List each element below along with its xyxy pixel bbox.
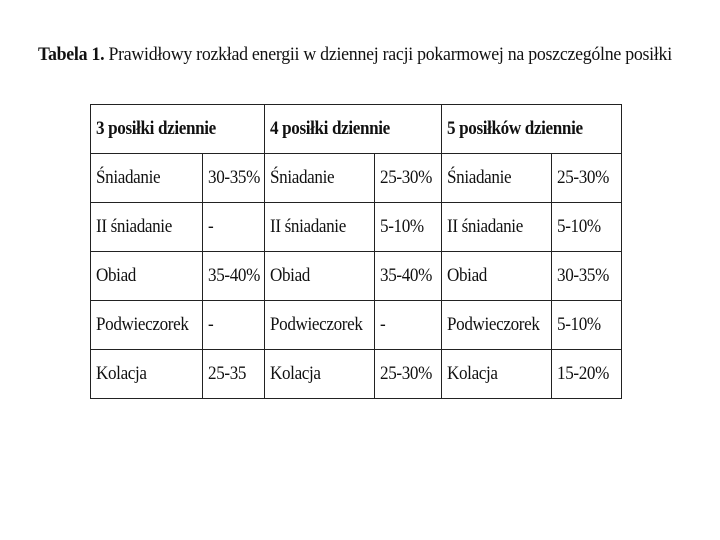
percent-cell: 25-35 [203, 350, 265, 399]
percent-cell: 5-10% [375, 203, 442, 252]
table-row [91, 203, 622, 252]
meal-name-cell: II śniadanie [442, 203, 552, 252]
table-row [91, 301, 622, 350]
caption-text: Prawidłowy rozkład energii w dziennej racji pokarmowej na poszczególne posiłki [108, 44, 672, 65]
percent-cell: - [203, 301, 265, 350]
percent-cell: 25-30% [375, 154, 442, 203]
meal-name-cell: Obiad [442, 252, 552, 301]
percent-cell: 5-10% [552, 301, 622, 350]
percent-cell: 25-30% [375, 350, 442, 399]
percent-cell: - [375, 301, 442, 350]
table-header-row [91, 105, 622, 154]
table-row [91, 252, 622, 301]
meal-name-cell: Kolacja [265, 350, 375, 399]
table-row [91, 350, 622, 399]
table-caption [38, 44, 672, 66]
percent-cell: 30-35% [552, 252, 622, 301]
meal-name-cell: Kolacja [91, 350, 203, 399]
energy-distribution-table [90, 104, 622, 399]
percent-cell: 30-35% [203, 154, 265, 203]
meal-name-cell: Śniadanie [265, 154, 375, 203]
meal-name-cell: Podwieczorek [265, 301, 375, 350]
meal-name-cell: Obiad [91, 252, 203, 301]
header-5-meals: 5 posiłków dziennie [442, 105, 622, 154]
meal-name-cell: II śniadanie [91, 203, 203, 252]
header-4-meals: 4 posiłki dziennie [265, 105, 442, 154]
caption-label: Tabela 1. [38, 44, 105, 65]
meal-name-cell: Śniadanie [442, 154, 552, 203]
percent-cell: 35-40% [203, 252, 265, 301]
meal-name-cell: Kolacja [442, 350, 552, 399]
meal-name-cell: Obiad [265, 252, 375, 301]
meal-name-cell: II śniadanie [265, 203, 375, 252]
meal-name-cell: Podwieczorek [442, 301, 552, 350]
percent-cell: 5-10% [552, 203, 622, 252]
percent-cell: 15-20% [552, 350, 622, 399]
table-row [91, 154, 622, 203]
percent-cell: - [203, 203, 265, 252]
percent-cell: 35-40% [375, 252, 442, 301]
percent-cell: 25-30% [552, 154, 622, 203]
meal-name-cell: Śniadanie [91, 154, 203, 203]
meal-name-cell: Podwieczorek [91, 301, 203, 350]
header-3-meals: 3 posiłki dziennie [91, 105, 265, 154]
